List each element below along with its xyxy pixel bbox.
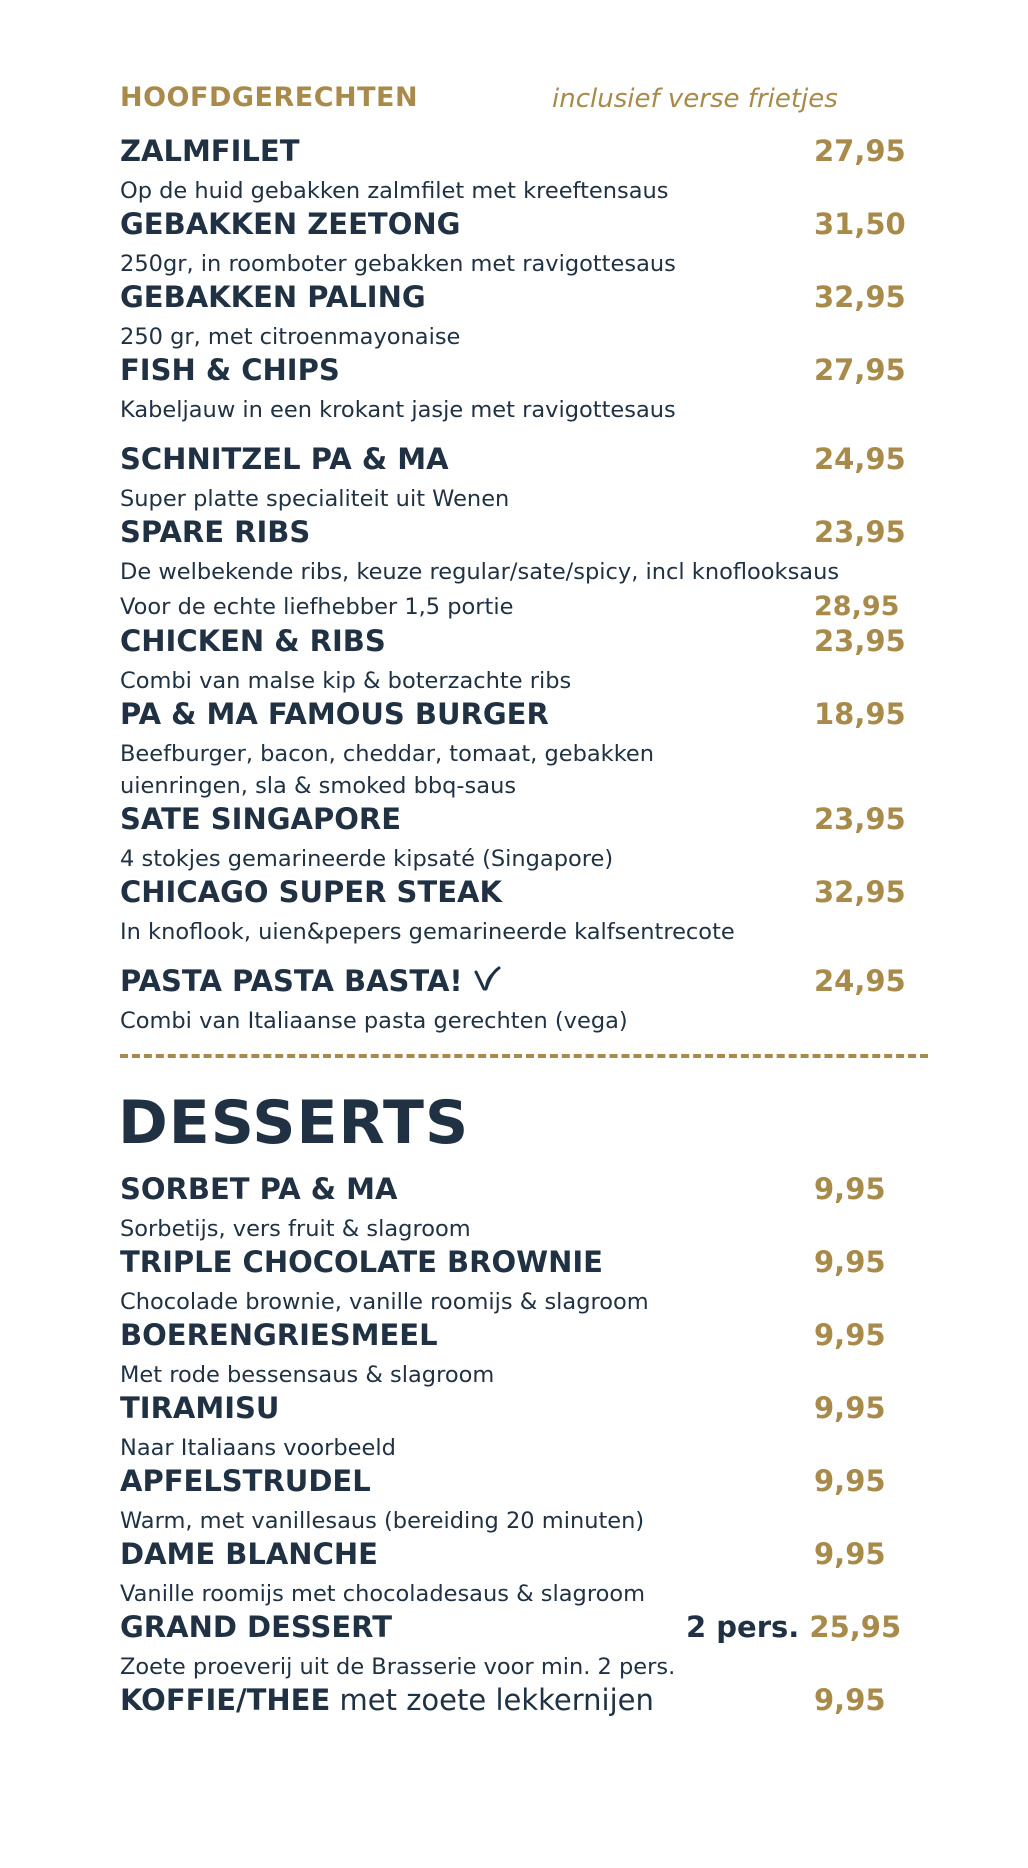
- menu-item-chicago-steak: [120, 875, 906, 945]
- menu-item-brownie: [120, 1245, 900, 1315]
- item-description-extra: Voor de echte liefhebber 1,5 portie: [120, 594, 514, 620]
- item-description: In knoflook, uien&pepers gemarineerde kalfsentrecote: [120, 919, 735, 945]
- item-description: Naar Italiaans voorbeeld: [120, 1435, 396, 1461]
- menu-item-zalmfilet: [120, 134, 906, 204]
- item-name-text: PASTA PASTA BASTA!: [120, 964, 463, 998]
- item-name: TIRAMISU: [120, 1391, 280, 1425]
- menu-item-pasta-basta: [120, 964, 906, 1034]
- item-name: SCHNITZEL PA & MA: [120, 442, 449, 476]
- item-description: Sorbetijs, vers fruit & slagroom: [120, 1216, 471, 1242]
- item-name: APFELSTRUDEL: [120, 1464, 371, 1498]
- menu-item-chicken-ribs: [120, 624, 906, 694]
- item-name-suffix: met zoete lekkernijen: [330, 1683, 654, 1717]
- item-price: 9,95: [814, 1172, 886, 1206]
- item-name: BOERENGRIESMEEL: [120, 1318, 438, 1352]
- item-price-group: [686, 1610, 901, 1644]
- item-name: SPARE RIBS: [120, 515, 311, 549]
- menu-item-fish-chips: [120, 353, 906, 423]
- item-description: Chocolade brownie, vanille roomijs & slagroom: [120, 1289, 649, 1315]
- menu-item-dame-blanche: [120, 1537, 900, 1607]
- menu-item-apfelstrudel: [120, 1464, 900, 1534]
- item-description: 4 stokjes gemarineerde kipsaté (Singapore): [120, 846, 614, 872]
- item-price: 9,95: [814, 1537, 886, 1571]
- item-name: GEBAKKEN PALING: [120, 280, 426, 314]
- menu-item-sorbet: [120, 1172, 900, 1242]
- item-price: 23,95: [814, 515, 906, 549]
- item-price: 27,95: [814, 353, 906, 387]
- item-price: 18,95: [814, 697, 906, 731]
- item-price: 25,95: [809, 1610, 902, 1644]
- mains-section-title: HOOFDGERECHTEN: [120, 82, 419, 113]
- item-price: 24,95: [814, 964, 906, 998]
- item-name: DAME BLANCHE: [120, 1537, 378, 1571]
- menu-item-gebakken-paling: [120, 280, 906, 350]
- item-price: 31,50: [814, 207, 906, 241]
- item-price: 27,95: [814, 134, 906, 168]
- item-name: FISH & CHIPS: [120, 353, 340, 387]
- item-price: 32,95: [814, 875, 906, 909]
- menu-item-grand-dessert: [120, 1610, 900, 1680]
- menu-item-boerengriesmeel: [120, 1318, 900, 1388]
- item-description: Beefburger, bacon, cheddar, tomaat, gebakken: [120, 741, 655, 767]
- item-description: Op de huid gebakken zalmfilet met kreeftensaus: [120, 178, 669, 204]
- item-price: 9,95: [814, 1464, 886, 1498]
- item-price: 9,95: [814, 1391, 886, 1425]
- vegetarian-leaf-icon: [473, 965, 501, 993]
- item-description-extra: uienringen, sla & smoked bbq-saus: [120, 773, 517, 799]
- item-description: Kabeljauw in een krokant jasje met ravigottesaus: [120, 397, 676, 423]
- item-name: PA & MA FAMOUS BURGER: [120, 697, 549, 731]
- item-price: 9,95: [814, 1683, 886, 1717]
- item-description: Combi van Italiaanse pasta gerechten (vega): [120, 1008, 628, 1034]
- menu-item-koffie-thee: [120, 1683, 900, 1723]
- item-name: [120, 1683, 654, 1717]
- item-description: Super platte specialiteit uit Wenen: [120, 486, 510, 512]
- desserts-section-title: DESSERTS: [118, 1088, 470, 1158]
- menu-item-spare-ribs: [120, 515, 906, 622]
- menu-item-schnitzel: [120, 442, 906, 512]
- item-description: 250gr, in roomboter gebakken met ravigottesaus: [120, 251, 676, 277]
- item-name: CHICKEN & RIBS: [120, 624, 386, 658]
- item-price: 9,95: [814, 1245, 886, 1279]
- item-price: 23,95: [814, 802, 906, 836]
- item-price-large-portion: 28,95: [814, 591, 900, 622]
- item-price-prefix: 2 pers.: [686, 1610, 800, 1644]
- section-divider: [120, 1054, 928, 1058]
- item-name: GEBAKKEN ZEETONG: [120, 207, 461, 241]
- item-price: 23,95: [814, 624, 906, 658]
- mains-section-note: inclusief verse frietjes: [552, 84, 838, 114]
- item-description: De welbekende ribs, keuze regular/sate/spicy, incl knoflooksaus: [120, 559, 840, 585]
- item-name: [120, 964, 501, 998]
- item-name: CHICAGO SUPER STEAK: [120, 875, 502, 909]
- item-name: ZALMFILET: [120, 134, 300, 168]
- item-name: GRAND DESSERT: [120, 1610, 392, 1644]
- menu-item-famous-burger: [120, 697, 906, 799]
- item-description: Warm, met vanillesaus (bereiding 20 minuten): [120, 1508, 645, 1534]
- item-price: 32,95: [814, 280, 906, 314]
- item-name: SORBET PA & MA: [120, 1172, 398, 1206]
- item-description: 250 gr, met citroenmayonaise: [120, 324, 461, 350]
- menu-item-gebakken-zeetong: [120, 207, 906, 277]
- item-description: Met rode bessensaus & slagroom: [120, 1362, 495, 1388]
- item-description: Zoete proeverij uit de Brasserie voor min. 2 pers.: [120, 1654, 676, 1680]
- item-name: TRIPLE CHOCOLATE BROWNIE: [120, 1245, 603, 1279]
- item-name: SATE SINGAPORE: [120, 802, 402, 836]
- item-name-text: KOFFIE/THEE: [120, 1683, 331, 1717]
- item-description: Vanille roomijs met chocoladesaus & slagroom: [120, 1581, 646, 1607]
- menu-item-sate-singapore: [120, 802, 906, 872]
- item-price: 24,95: [814, 442, 906, 476]
- mains-section-header: [120, 82, 900, 122]
- item-description: Combi van malse kip & boterzachte ribs: [120, 668, 572, 694]
- item-price: 9,95: [814, 1318, 886, 1352]
- menu-item-tiramisu: [120, 1391, 900, 1461]
